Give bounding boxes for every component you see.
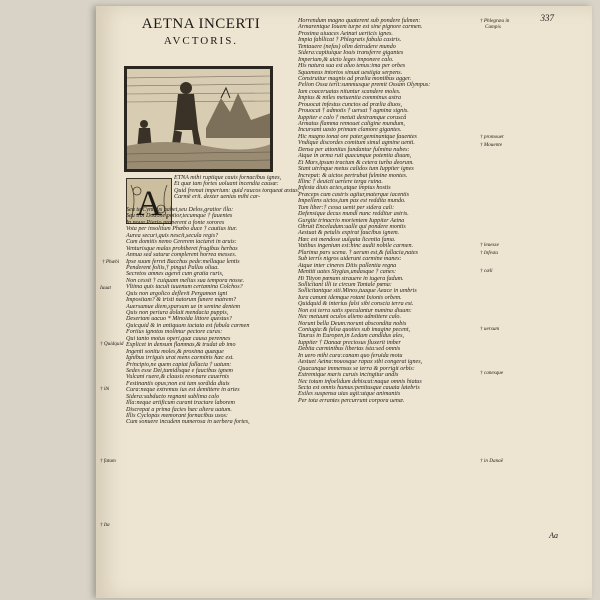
verse-line: Discrepat a prima facies hæc altera uatum. xyxy=(126,406,232,413)
page-title xyxy=(126,16,276,50)
margin-note: † Infesta xyxy=(480,250,499,256)
verse-line: Seu tibi Dodone potior,tecumque † fauentes xyxy=(126,213,233,220)
verse-line: Quicquid & in antiquum iactata est fabula carmen xyxy=(126,322,250,329)
margin-note: † cæli xyxy=(480,268,493,274)
verse-line: Increpat: & uictos pertrubat fulmine montes. xyxy=(298,172,408,179)
margin-note: † Quidquid xyxy=(100,341,124,347)
verse-line: Hi Tityon pœnam strauere in iugera fadum. xyxy=(298,275,404,282)
verse-line: Tum liber:† cessa uenit per sidera cali: xyxy=(298,204,395,211)
margin-note: † Phlegræa in xyxy=(480,18,510,24)
verse-line: Cura:neque extremas ius est demittere in artes xyxy=(126,387,240,394)
verse-line: Atque in arma ruit quacunque potentia diuum, xyxy=(298,153,412,160)
verse-line: Auersumue diem,sparsum ue in semine dentem xyxy=(126,303,241,310)
verse-line: Per tota errantes percurrunt corpora uenæ. xyxy=(298,397,405,404)
verse-line: Desertam uacuo * Minoida littore questus? xyxy=(126,316,232,323)
margin-note: Campis xyxy=(485,24,501,30)
verse-line: Infesta diuis acies,atque impius hostis xyxy=(298,185,391,192)
verse-column-intro xyxy=(174,175,300,201)
verse-line: Sollicitantque siti.Minos,tuaque Aeace in umbris xyxy=(298,288,417,295)
verse-line: Illinc † deuicti uertere terga ruina. xyxy=(298,178,383,185)
verse-line: Aestuet Aetna:nouosque rapax sibi congerat ignes, xyxy=(298,359,423,366)
verse-line: Quid fremat imperium: quid raucos torqueat æstus: xyxy=(174,187,300,194)
verse-line: Obruit Enceladum:ualle qui pondere montis xyxy=(298,224,406,230)
verse-line: Explicet in densum flammas,& trudat ab imo xyxy=(126,342,236,349)
verse-line: Nec metuunt oculos alieno admittere calo. xyxy=(298,314,402,321)
verse-line: Præceps cum castris agitur,materque iacentis xyxy=(298,191,409,198)
verse-line: Impositam? & tristi natorum funere matrem? xyxy=(126,297,237,304)
verse-line: Cum sonuere incudem numerosa in uerbera fortes, xyxy=(126,419,250,426)
margin-note: † in Danaë xyxy=(480,458,504,464)
verse-line: Festinantis opus;non est tam sordida diuis xyxy=(126,380,230,387)
verse-line: Taurus in Europen,in Ledam candidus ales, xyxy=(298,333,405,340)
verse-line: Aurea securi,quis nescit,secula regis? xyxy=(126,232,219,239)
verse-line: Carmē erit. dexter uenias mihi car- xyxy=(174,194,261,201)
margin-note: † leuesse xyxy=(480,242,499,248)
verse-line: Armatus flamma remouet caligine mundum, xyxy=(298,121,405,127)
verse-line: Ipse suum ferret Bacchus pede:mellaque lentis xyxy=(126,258,240,265)
verse-line: Annua sed saturæ complerent horrea messes. xyxy=(126,252,237,259)
verse-line: Armarentque Iouem turpe est sine pignore carmen. xyxy=(298,24,423,31)
verse-line: Secta est omnis humus:penitusque cauata latebris xyxy=(298,384,420,391)
verse-line: Exiles suspensa uias agit:utque animantis xyxy=(298,391,401,398)
verse-line: Iuppiter e calo † metuit dextramque coruscâ xyxy=(298,114,407,121)
verse-line: Defensique decus mundi nunc redditur astris. xyxy=(298,211,409,218)
verse-line: Vota per insolitum Phœbo duce † cautius itur. xyxy=(126,226,238,233)
verse-line: Iura canunt idemque rotant Ixionis orbem. xyxy=(298,294,402,301)
margin-note: † Phæbi xyxy=(102,259,120,265)
verse-line: Debita carminibus libertas ista:sed omnis xyxy=(298,346,401,353)
verse-line: Iuppiter † Danaæ preciosus fluxerit imber xyxy=(298,339,401,346)
verse-line: Norunt bella Deum:norunt abscondita nobis xyxy=(298,320,407,327)
margin-note: † canesque xyxy=(480,370,504,376)
verse-line: Incursant uasto primum clamore gigantes. xyxy=(298,127,402,134)
verse-line: Impia fabllicat † Phlegræis fabula castris. xyxy=(298,37,402,44)
verse-line: Coniugia:& falsa quoties sub imagine pecent, xyxy=(298,327,411,333)
verse-line: Proxima uiuaces Aetnæi uerticis ignes. xyxy=(298,30,393,37)
verse-line: Vndique discordes comitum simul agmine uenti. xyxy=(298,140,415,147)
verse-line: Prouocat infestus cunctos ad prælia diuos, xyxy=(298,101,403,108)
verse-line: Plurima pars scena. † uerum est,& fallacia,nates xyxy=(298,249,419,256)
verse-line: Illis Cyclopas memorant fornacibus usos: xyxy=(126,413,228,419)
verse-line: Horrendum magno quaterent sub pondere fulmen: xyxy=(298,18,421,24)
verse-line: Sidera:captiuique Iouis transferre gigantes xyxy=(298,50,404,57)
verse-line: Illa:neque artificum curant tractare laborem xyxy=(126,400,235,407)
verse-line: Vulcani ruere,& clausis resonare cauernis xyxy=(126,374,229,381)
page-number: 337 xyxy=(540,13,554,23)
verse-line: Iam coaceruatas nituntur scandere moles. xyxy=(298,88,401,95)
margin-note: † ibi xyxy=(100,386,110,392)
verse-line: Ingenti sonitu moles,& proxima quæque xyxy=(126,348,224,355)
verse-line: Ignibus irriguis urat mens carminis hæc est. xyxy=(126,355,234,362)
verse-line: Atque inter cineres Ditis pallentia regna xyxy=(298,262,397,269)
verse-line: Penderent foliis,† pingui Pallas oliua. xyxy=(126,264,219,271)
margin-note: † Mouente xyxy=(480,142,503,148)
verse-line: Impellens uictos,tum pax est reddita mundo. xyxy=(298,198,406,205)
verse-line: Vatibus ingenium est:hinc audit nobile carmen. xyxy=(298,243,414,250)
verse-line: Quis non argolico deflevit Pergamon igni xyxy=(126,290,228,297)
verse-line: Sub terris nigros uiderunt carmine manes: xyxy=(298,256,402,263)
verse-line: Mentiti uates Stygias,undasque † canes: xyxy=(298,269,396,276)
verse-line: Sollicitant illi te circum Tantale pœna: xyxy=(298,281,392,288)
verse-line: Principio,ne quem capiat fallacia † uatum: xyxy=(126,361,232,368)
woodcut-illustration xyxy=(124,66,273,172)
verse-line: Imperium,& uicto leges imponere calo. xyxy=(298,56,394,63)
verse-line: Et Mars,tpsum tractum & cetera turba deorum. xyxy=(298,159,414,166)
verse-line: Hæc est mendose uulgata licentia fama. xyxy=(298,236,396,243)
verse-line: Quis non periura doluit mendacia puppis, xyxy=(126,310,229,316)
margin-note: † fatum xyxy=(100,458,116,464)
verse-line: Hic magno tonat ore pater,geminantque fauentes xyxy=(298,133,417,140)
verse-line: Impius & miles metuentia comminus astra xyxy=(298,95,402,102)
verse-line: Squameus intortos sinuat uestigia serpens. xyxy=(298,69,403,76)
margin-note: † Ita xyxy=(100,522,110,528)
verse-line: Prouocat † admotis † uersat † agmina signis. xyxy=(298,108,409,115)
verse-line: In noua Pierio properent a fonte sorores xyxy=(126,219,225,226)
verse-line: Venturisque malas prohiberet frugibus herbas xyxy=(126,245,238,252)
verse-line: Non cessit † cuiquam melius sua tempora nosse. xyxy=(126,277,245,284)
verse-line: ETNA mihi ruptique cauis fornacibus ignes, xyxy=(174,175,282,181)
verse-line: Extremique maris curuis incingitur undis xyxy=(298,372,399,379)
verse-line: Quacunque immensus se terra & porrigit orbis: xyxy=(298,365,415,372)
verse-line: Non est terra satis speculantur numina diuum: xyxy=(298,307,412,314)
verse-column-right xyxy=(298,18,478,404)
verse-line: Qui tanto motus operi,quæ causa perennes xyxy=(126,335,231,342)
title-line-1: AETNA INCERTI xyxy=(141,16,261,32)
verse-line: Sedes esse Dei,tumidisque e faucibus ignem xyxy=(126,367,233,374)
verse-line: Cum domitis nemo Cererem iactaret in aruis: xyxy=(126,239,237,246)
verse-line: Et quæ tam fortes uoluant incendia causæ: xyxy=(174,181,279,188)
verse-line: Stant utrinque metus calidos tum Iuppiter ignes xyxy=(298,166,414,173)
verse-line: Tentauere (nefas) olim detrudere mundo xyxy=(298,43,396,50)
verse-line: Pelion Ossa terit:summusque premit Ossam Olympus: xyxy=(298,82,431,89)
margin-note: † uersum xyxy=(480,326,500,332)
verse-line: Fortius ignotas molimur pectore curas: xyxy=(126,329,223,336)
verse-line: Densa per attonitas fundantur fulmina nubes: xyxy=(298,146,410,153)
verse-line: Quidquid & interius falsi sibi conscia terra est. xyxy=(298,301,414,308)
signature-mark: Aa xyxy=(549,531,558,540)
verse-line: Sidera:subducto regnant sublima calo xyxy=(126,393,220,400)
verse-line: Aestuat & petulis expirat faucibus ignem. xyxy=(298,230,400,237)
verse-line: Secretos amnes ageret cum gratia ruris, xyxy=(126,271,224,278)
verse-column-left xyxy=(126,207,298,426)
verse-line: Vltima quis tacuit iuuenum certamina Colchos? xyxy=(126,284,243,291)
book-page xyxy=(96,6,592,598)
dropcap-letter: A xyxy=(136,183,162,223)
verse-line: Nec totum infoelidum dehiscat:naque omnis hiatus xyxy=(298,378,422,385)
margin-note: † promouet xyxy=(480,134,504,140)
verse-line: Construitur magnis ad prælia montibus agger. xyxy=(298,75,412,82)
title-line-2: AVCTORIS. xyxy=(163,35,239,47)
margin-note: Iuuat xyxy=(100,285,111,291)
verse-line: Seu te Cynthus habet,seu Delos,gratior illa: xyxy=(126,207,234,213)
verse-line: In uero mihi cura:canam quo feruida motu xyxy=(298,352,403,359)
verse-line: Gurgite trinacrio morientem Iuppiter Aetna xyxy=(298,217,405,224)
verse-line: His natura sua est aluo tenus:ima per orbes xyxy=(298,63,406,70)
